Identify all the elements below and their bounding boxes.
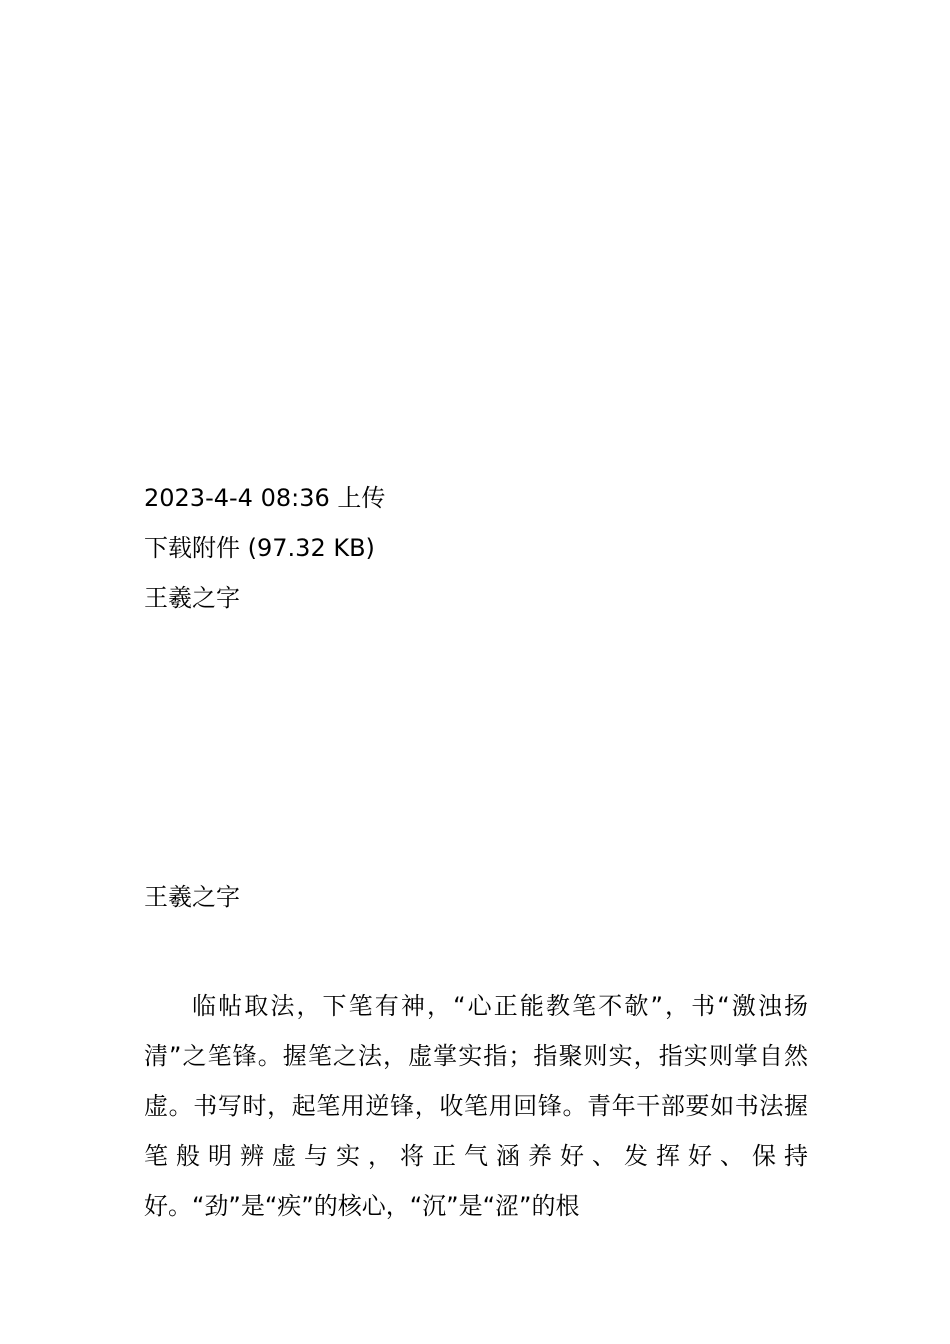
section-title: 王羲之字: [144, 883, 240, 911]
upload-info: [144, 482, 385, 514]
upload-datetime: 2023-4-4 08:36: [144, 484, 330, 512]
attachment-download[interactable]: [144, 532, 375, 564]
attachment-size: (97.32 KB): [247, 534, 375, 562]
body-paragraph: 临帖取法，下笔有神，“心正能教笔不欹”，书“激浊扬清”之笔锋。握笔之法，虚掌实指；指聚则实，指实则掌自然虚。书写时，起笔用逆锋，收笔用回锋。青年干部要如书法握笔般明辨虚与实，将正气涵养好、发挥好、保持好。“劲”是“疾”的核心，“沉”是“涩”的根: [144, 992, 808, 1220]
upload-label: 上传: [337, 484, 386, 512]
image-caption: 王羲之字: [144, 584, 240, 612]
download-attachment-link[interactable]: 下载附件: [144, 534, 240, 562]
